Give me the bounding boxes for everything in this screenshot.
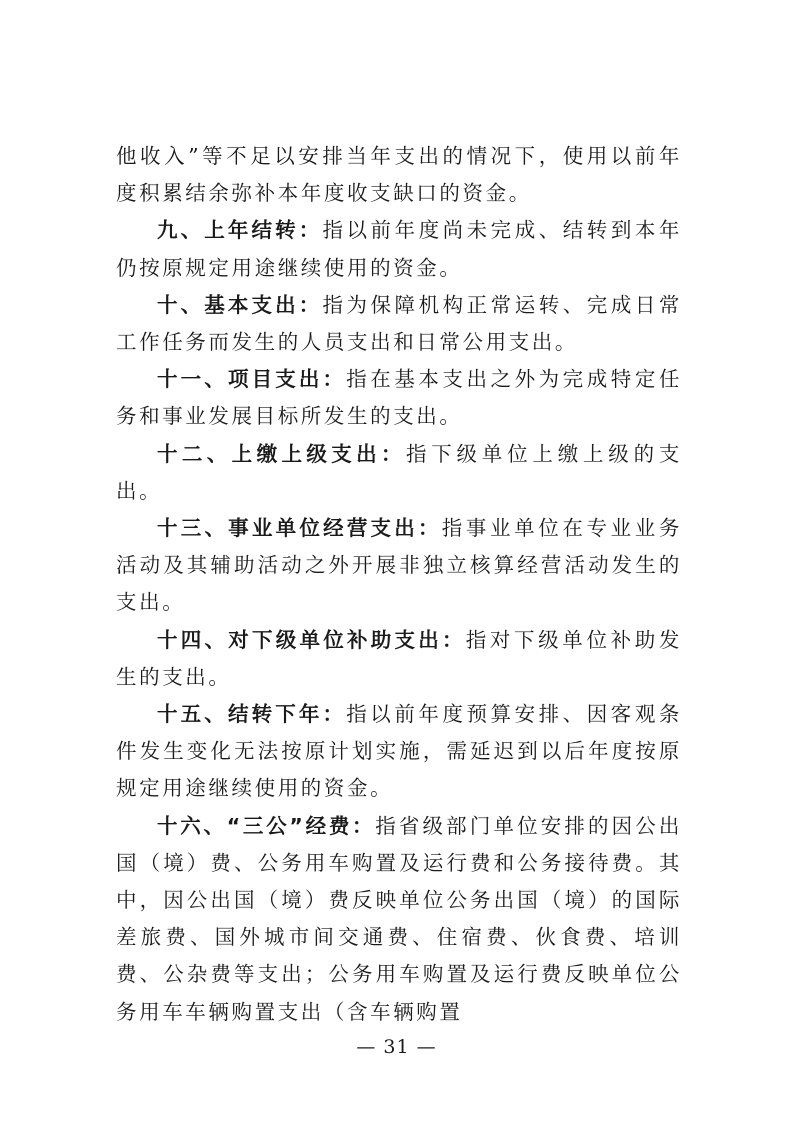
term-definition: 指对下级单位补助发生的支出。 [116, 627, 682, 689]
definition-item-10 [116, 287, 682, 361]
document-body [116, 138, 682, 1031]
footer-dash-left: — [356, 1036, 377, 1058]
term-label: 十六、“三公”经费： [157, 813, 376, 838]
page-number: 31 [383, 1036, 410, 1058]
definition-item-15 [116, 696, 682, 808]
term-definition: 指在基本支出之外为完成特定任务和事业发展目标所发生的支出。 [116, 367, 682, 429]
definition-item-12 [116, 436, 682, 510]
definition-item-16 [116, 808, 682, 1031]
term-definition: 指省级部门单位安排的因公出国（境）费、公务用车购置及运行费和公务接待费。其中，因公出国（境）费反映单位公务出国（境）的国际差旅费、国外城市间交通费、住宿费、伙食费、培训费、公杂费等支出；公务用车购置及运行费反映单位公务用车车辆购置支出（含车辆购置 [116, 813, 682, 1024]
term-label: 十五、结转下年： [157, 702, 347, 727]
definition-item-9 [116, 212, 682, 286]
term-definition: 指为保障机构正常运转、完成日常工作任务而发生的人员支出和日常公用支出。 [116, 292, 682, 355]
term-definition: 指以前年度尚未完成、结转到本年仍按原规定用途继续使用的资金。 [116, 218, 682, 280]
term-label: 十一、项目支出： [157, 367, 347, 392]
page-footer [0, 1036, 793, 1058]
term-label: 十四、对下级单位补助支出： [157, 627, 466, 652]
definition-item-13 [116, 510, 682, 622]
term-definition: 指事业单位在专业业务活动及其辅助活动之外开展非独立核算经营活动发生的支出。 [116, 516, 683, 615]
term-label: 九、上年结转： [157, 218, 323, 243]
definition-item-14 [116, 622, 682, 696]
term-label: 十、基本支出： [157, 292, 323, 317]
term-definition: 指下级单位上缴上级的支出。 [116, 441, 682, 503]
term-label: 十二、上缴上级支出： [157, 441, 406, 466]
continuation-paragraph: 他收入”等不足以安排当年支出的情况下，使用以前年度积累结余弥补本年度收支缺口的资金。 [116, 144, 682, 206]
footer-dash-right: — [416, 1036, 437, 1058]
definition-item-11 [116, 361, 682, 435]
term-definition: 指以前年度预算安排、因客观条件发生变化无法按原计划实施，需延迟到以后年度按原规定用途继续使用的资金。 [116, 702, 682, 801]
term-label: 十三、事业单位经营支出： [157, 516, 442, 541]
